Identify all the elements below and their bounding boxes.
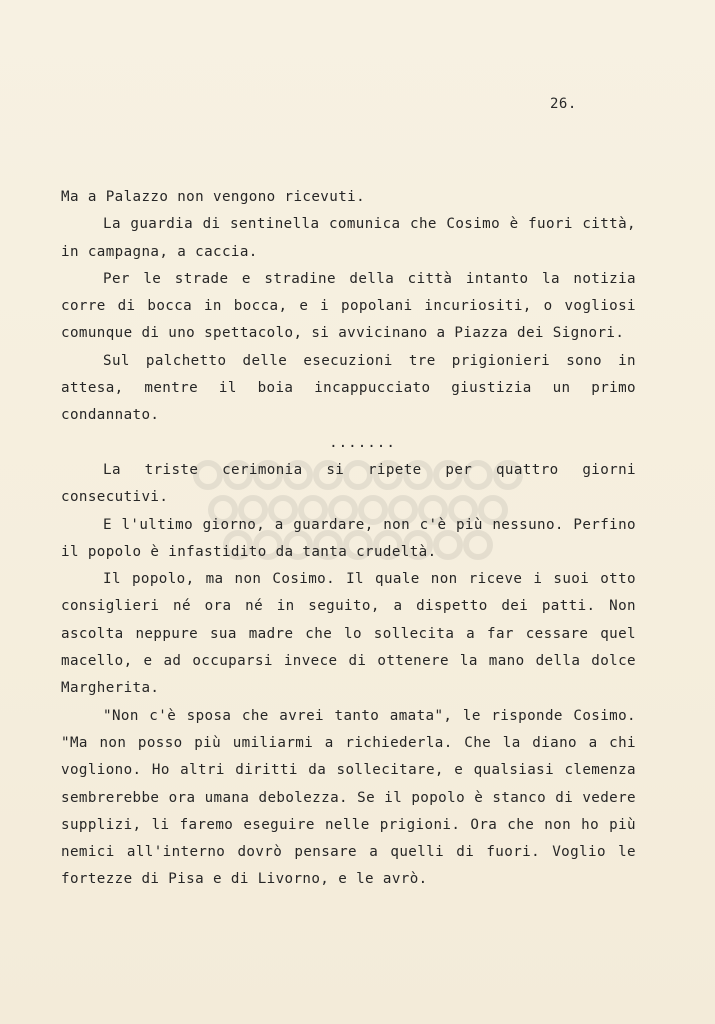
paragraph: La guardia di sentinella comunica che Cosimo è fuori città, in campagna, a caccia.: [61, 216, 636, 260]
body-text: [61, 184, 636, 894]
section-separator: .......: [329, 434, 396, 451]
paragraph: Sul palchetto delle esecuzioni tre prigionieri sono in attesa, mentre il boia incappucciato giustizia un primo condannato.: [61, 352, 636, 424]
paragraph: La triste cerimonia si ripete per quattro giorni consecutivi.: [61, 461, 636, 506]
paragraph: Il popolo, ma non Cosimo. Il quale non riceve i suoi otto consiglieri né ora né in seguito, a dispetto dei patti. Non ascolta neppure sua madre che lo sollecita a far cessare quel macello, e ad occuparsi invece di ottenere la mano della dolce Margherita.: [61, 571, 636, 697]
page-number: 26.: [550, 96, 577, 112]
paragraph: Ma a Palazzo non vengono ricevuti.: [61, 189, 366, 205]
paragraph: E l'ultimo giorno, a guardare, non c'è più nessuno. Perfino il popolo è infastidito da tanta crudeltà.: [61, 516, 636, 560]
paragraph: Per le strade e stradine della città intanto la notizia corre di bocca in bocca, e i popolani incuriositi, o vogliosi comunque di uno spettacolo, si avvicinano a Piazza dei Signori.: [61, 270, 636, 342]
paragraph: "Non c'è sposa che avrei tanto amata", le risponde Cosimo. "Ma non posso più umiliarmi a richiederla. Che la diano a chi vogliono. Ho altri diritti da sollecitare, e qualsiasi clemenza sembrerebbe ora umana debolezza. Se il popolo è stanco di vedere supplizi, li faremo eseguire nelle prigioni. Ora che non ho più nemici all'interno dovrò pensare a quelli di fuori. Voglio le fortezze di Pisa e di Livorno, e le avrò.: [61, 707, 636, 888]
